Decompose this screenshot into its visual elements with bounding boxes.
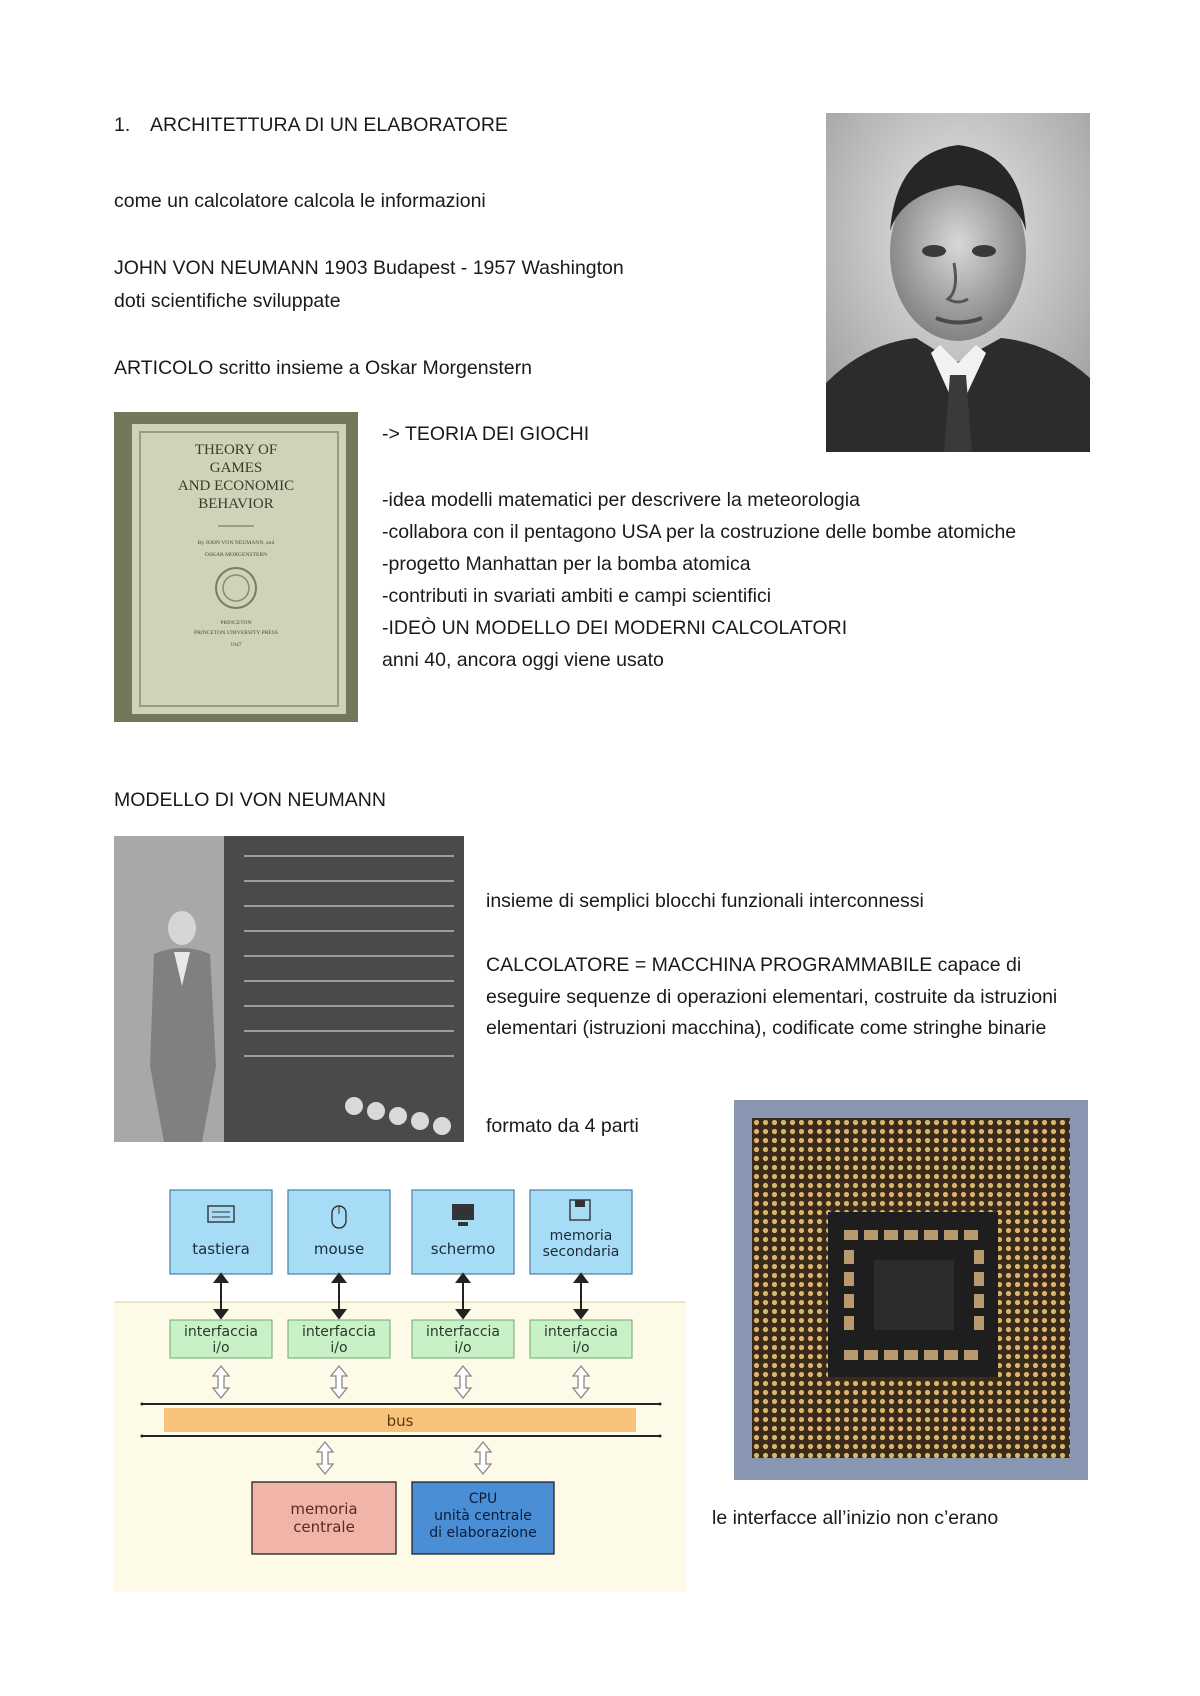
svg-text:schermo: schermo [430,1240,496,1258]
book-publisher-line: PRINCETON [220,620,252,626]
facts-arrow: -> TEORIA DEI GIOCHI [382,423,590,445]
book-title-line: BEHAVIOR [198,496,274,512]
facts-item: -IDEÒ UN MODELLO DEI MODERNI CALCOLATORI [382,617,848,639]
svg-text:interfaccia: interfaccia [184,1324,258,1340]
facts-item: -progetto Manhattan per la bomba atomica [382,553,751,575]
svg-text:i/o: i/o [330,1340,348,1356]
book-publisher-line: PRINCETON UNIVERSITY PRESS [194,630,278,636]
svg-text:centrale: centrale [293,1518,355,1536]
interface-io-4 [530,1320,632,1358]
book-authors-line: OSKAR MORGENSTERN [204,552,268,558]
machine-photo [114,836,464,1142]
interface-io-3 [412,1320,514,1358]
cpu-photo [734,1100,1088,1480]
book-title-line: AND ECONOMIC [177,478,295,494]
interface-io-2 [288,1320,390,1358]
book-title-line: THEORY OF [194,442,278,458]
intro-line: come un calcolatore calcola le informazioni [114,190,486,212]
svg-text:secondaria: secondaria [542,1244,620,1260]
svg-text:i/o: i/o [572,1340,590,1356]
facts-item: -collabora con il pentagono USA per la costruzione delle bombe atomiche [382,521,1017,543]
intro-line: ARTICOLO scritto insieme a Oskar Morgenstern [114,357,532,379]
intro-line: JOHN VON NEUMANN 1903 Budapest - 1957 Washington [114,257,624,279]
central-memory [252,1482,396,1554]
svg-text:mouse: mouse [313,1240,365,1258]
svg-text:memoria: memoria [549,1228,613,1244]
interface-io-1 [170,1320,272,1358]
svg-text:interfaccia: interfaccia [426,1324,500,1340]
model-paragraph: formato da 4 parti [486,1115,639,1137]
section-title: ARCHITETTURA DI UN ELABORATORE [150,114,508,136]
section-number: 1. [114,114,131,136]
device-secondary-memory [530,1190,632,1274]
model-paragraph: insieme di semplici blocchi funzionali interconnessi [486,890,924,912]
cpu [412,1482,554,1554]
device-mouse [288,1190,390,1274]
facts-item: -idea modelli matematici per descrivere la meteorologia [382,489,860,511]
svg-text:di elaborazione: di elaborazione [429,1525,537,1541]
facts-list [382,484,1082,676]
book-title-line: GAMES [209,460,263,476]
model-paragraph: CALCOLATORE = MACCHINA PROGRAMMABILE capace di eseguire sequenze di operazioni elementari, costruite da istruzioni elementari (istruzioni macchina), codificate come stringhe binarie [486,954,1058,1039]
svg-text:tastiera: tastiera [192,1240,250,1258]
facts-item: -contributi in svariati ambiti e campi scientifici [382,585,772,607]
book-cover-photo [114,412,358,722]
svg-text:i/o: i/o [212,1340,230,1356]
svg-text:interfaccia: interfaccia [544,1324,618,1340]
architecture-diagram [114,1180,686,1592]
svg-text:memoria: memoria [290,1500,358,1518]
svg-text:unità centrale: unità centrale [434,1508,532,1524]
book-year: 1947 [230,642,242,648]
caption: le interfacce all’inizio non c’erano [712,1507,999,1529]
svg-text:CPU: CPU [468,1491,498,1507]
model-title: MODELLO DI VON NEUMANN [114,789,386,811]
svg-text:interfaccia: interfaccia [302,1324,376,1340]
book-authors-line: By JOHN VON NEUMANN, and [197,540,275,546]
portrait-photo [826,113,1090,452]
device-screen [412,1190,514,1274]
intro-line: doti scientifiche sviluppate [114,290,341,312]
svg-text:i/o: i/o [454,1340,472,1356]
device-keyboard [170,1190,272,1274]
facts-tail: anni 40, ancora oggi viene usato [382,649,664,671]
bus-label: bus [386,1412,414,1430]
